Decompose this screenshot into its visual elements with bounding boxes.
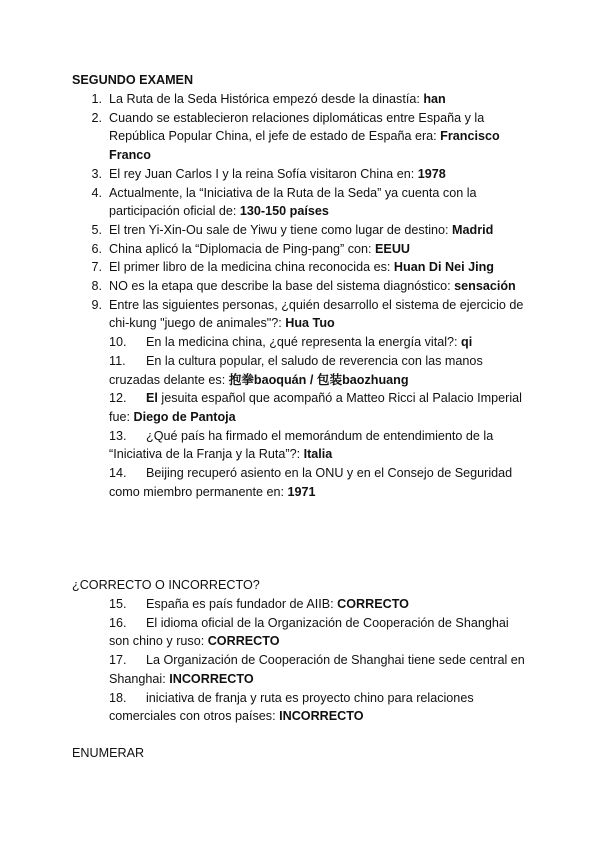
item-answer: han (423, 92, 446, 106)
item-number: 18. (109, 690, 127, 705)
list-item (72, 184, 532, 221)
list-item (72, 90, 532, 109)
list-item (72, 165, 532, 184)
item-number: 6. (91, 241, 102, 256)
item-answer: CORRECTO (207, 634, 280, 649)
question-list (72, 90, 532, 501)
item-answer: CORRECTO (337, 597, 409, 611)
item-text: El idioma oficial de la Organización de Cooperación de Shanghai son chino y ruso: (109, 615, 509, 649)
item-text: En la medicina china, ¿qué representa la energía vital?: (146, 335, 462, 350)
item-text: La Organización de Cooperación de Shanghai tiene sede central en Shanghai: (109, 653, 525, 686)
item-text: El primer libro de la medicina china reconocida es: (109, 260, 394, 275)
item-number: 16. (109, 615, 127, 630)
item-number: 10. (109, 335, 127, 350)
item-text: China aplicó la “Diplomacia de Ping-pang” con: (109, 241, 376, 256)
item-number: 11. (109, 353, 126, 368)
item-number: 14. (109, 466, 127, 481)
item-number: 5. (91, 222, 102, 237)
item-number: 2. (91, 110, 102, 125)
item-answer-lead: El (146, 391, 158, 406)
item-answer: INCORRECTO (279, 709, 364, 724)
item-text: Cuando se establecieron relaciones diplomáticas entre España y la República Popular China, el jefe de estado de España era: (109, 110, 485, 144)
item-number: 9. (91, 297, 102, 312)
item-text: jesuita español que acompañó a Matteo Ricci al Palacio Imperial fue: (109, 391, 522, 424)
item-text: El rey Juan Carlos I y la reina Sofía visitaron China en: (109, 166, 418, 181)
item-answer: EEUU (375, 241, 411, 256)
list-item (72, 221, 532, 240)
item-number: 17. (109, 653, 127, 668)
section-title-correct-incorrect: ¿CORRECTO O INCORRECTO? (72, 578, 260, 592)
list-item (72, 296, 532, 333)
item-text: España es país fundador de AIIB: (146, 597, 338, 611)
item-answer: Italia (303, 447, 333, 462)
item-text: El tren Yi-Xin-Ou sale de Yiwu y tiene como lugar de destino: (109, 222, 453, 237)
item-answer: 抱拳baoquán / 包装baozhuang (228, 372, 409, 387)
list-item (72, 595, 532, 614)
statement-list (72, 595, 532, 726)
item-number: 3. (91, 166, 102, 181)
list-item (72, 651, 532, 688)
list-item (72, 689, 532, 726)
item-number: 13. (109, 428, 127, 443)
list-item (72, 464, 532, 501)
list-item (72, 333, 532, 352)
list-item (72, 352, 532, 389)
exam-heading: SEGUNDO EXAMEN (72, 73, 194, 87)
list-item (72, 258, 532, 277)
item-text: NO es la etapa que describe la base del sistema diagnóstico: (109, 279, 455, 294)
item-answer: Hua Tuo (285, 316, 335, 331)
item-answer: Diego de Pantoja (133, 409, 236, 424)
item-answer: qi (461, 335, 473, 350)
item-text: ¿Qué país ha firmado el memorándum de entendimiento de la “Iniciativa de la Franja y la Ruta”?: (109, 428, 494, 462)
list-item (72, 427, 532, 464)
item-number: 4. (91, 185, 102, 200)
item-answer: 130-150 países (239, 204, 329, 219)
item-number: 15. (109, 597, 127, 611)
item-number: 8. (91, 279, 102, 294)
item-number: 1. (91, 92, 102, 106)
list-item (72, 277, 532, 296)
item-number: 7. (91, 260, 102, 275)
item-text: Beijing recuperó asiento en la ONU y en el Consejo de Seguridad como miembro permanente en: (109, 466, 513, 499)
item-answer: sensación (454, 279, 516, 294)
list-item (72, 614, 532, 651)
item-answer: Huan Di Nei Jing (393, 260, 494, 275)
item-text: En la cultura popular, el saludo de reverencia con las manos cruzadas delante es: (109, 353, 483, 387)
item-answer: 1971 (287, 484, 316, 499)
item-answer: 1978 (417, 166, 446, 181)
list-item (72, 389, 532, 426)
section-title-enumerar: ENUMERAR (72, 746, 145, 760)
list-item (72, 109, 532, 165)
item-number: 12. (109, 391, 127, 406)
item-text: Entre las siguientes personas, ¿quién desarrollo el sistema de ejercicio de chi-kung "juego de animales"?: (109, 297, 524, 331)
item-text: La Ruta de la Seda Histórica empezó desde la dinastía: (109, 92, 424, 106)
item-text: iniciativa de franja y ruta es proyecto chino para relaciones comerciales con otros países: (109, 690, 474, 724)
item-answer: Madrid (452, 222, 494, 237)
item-answer: INCORRECTO (169, 671, 254, 686)
item-answer: Francisco Franco (109, 129, 500, 163)
item-text: Actualmente, la “Iniciativa de la Ruta de la Seda” ya cuenta con la participación oficial de: (109, 185, 477, 219)
list-item (72, 240, 532, 259)
